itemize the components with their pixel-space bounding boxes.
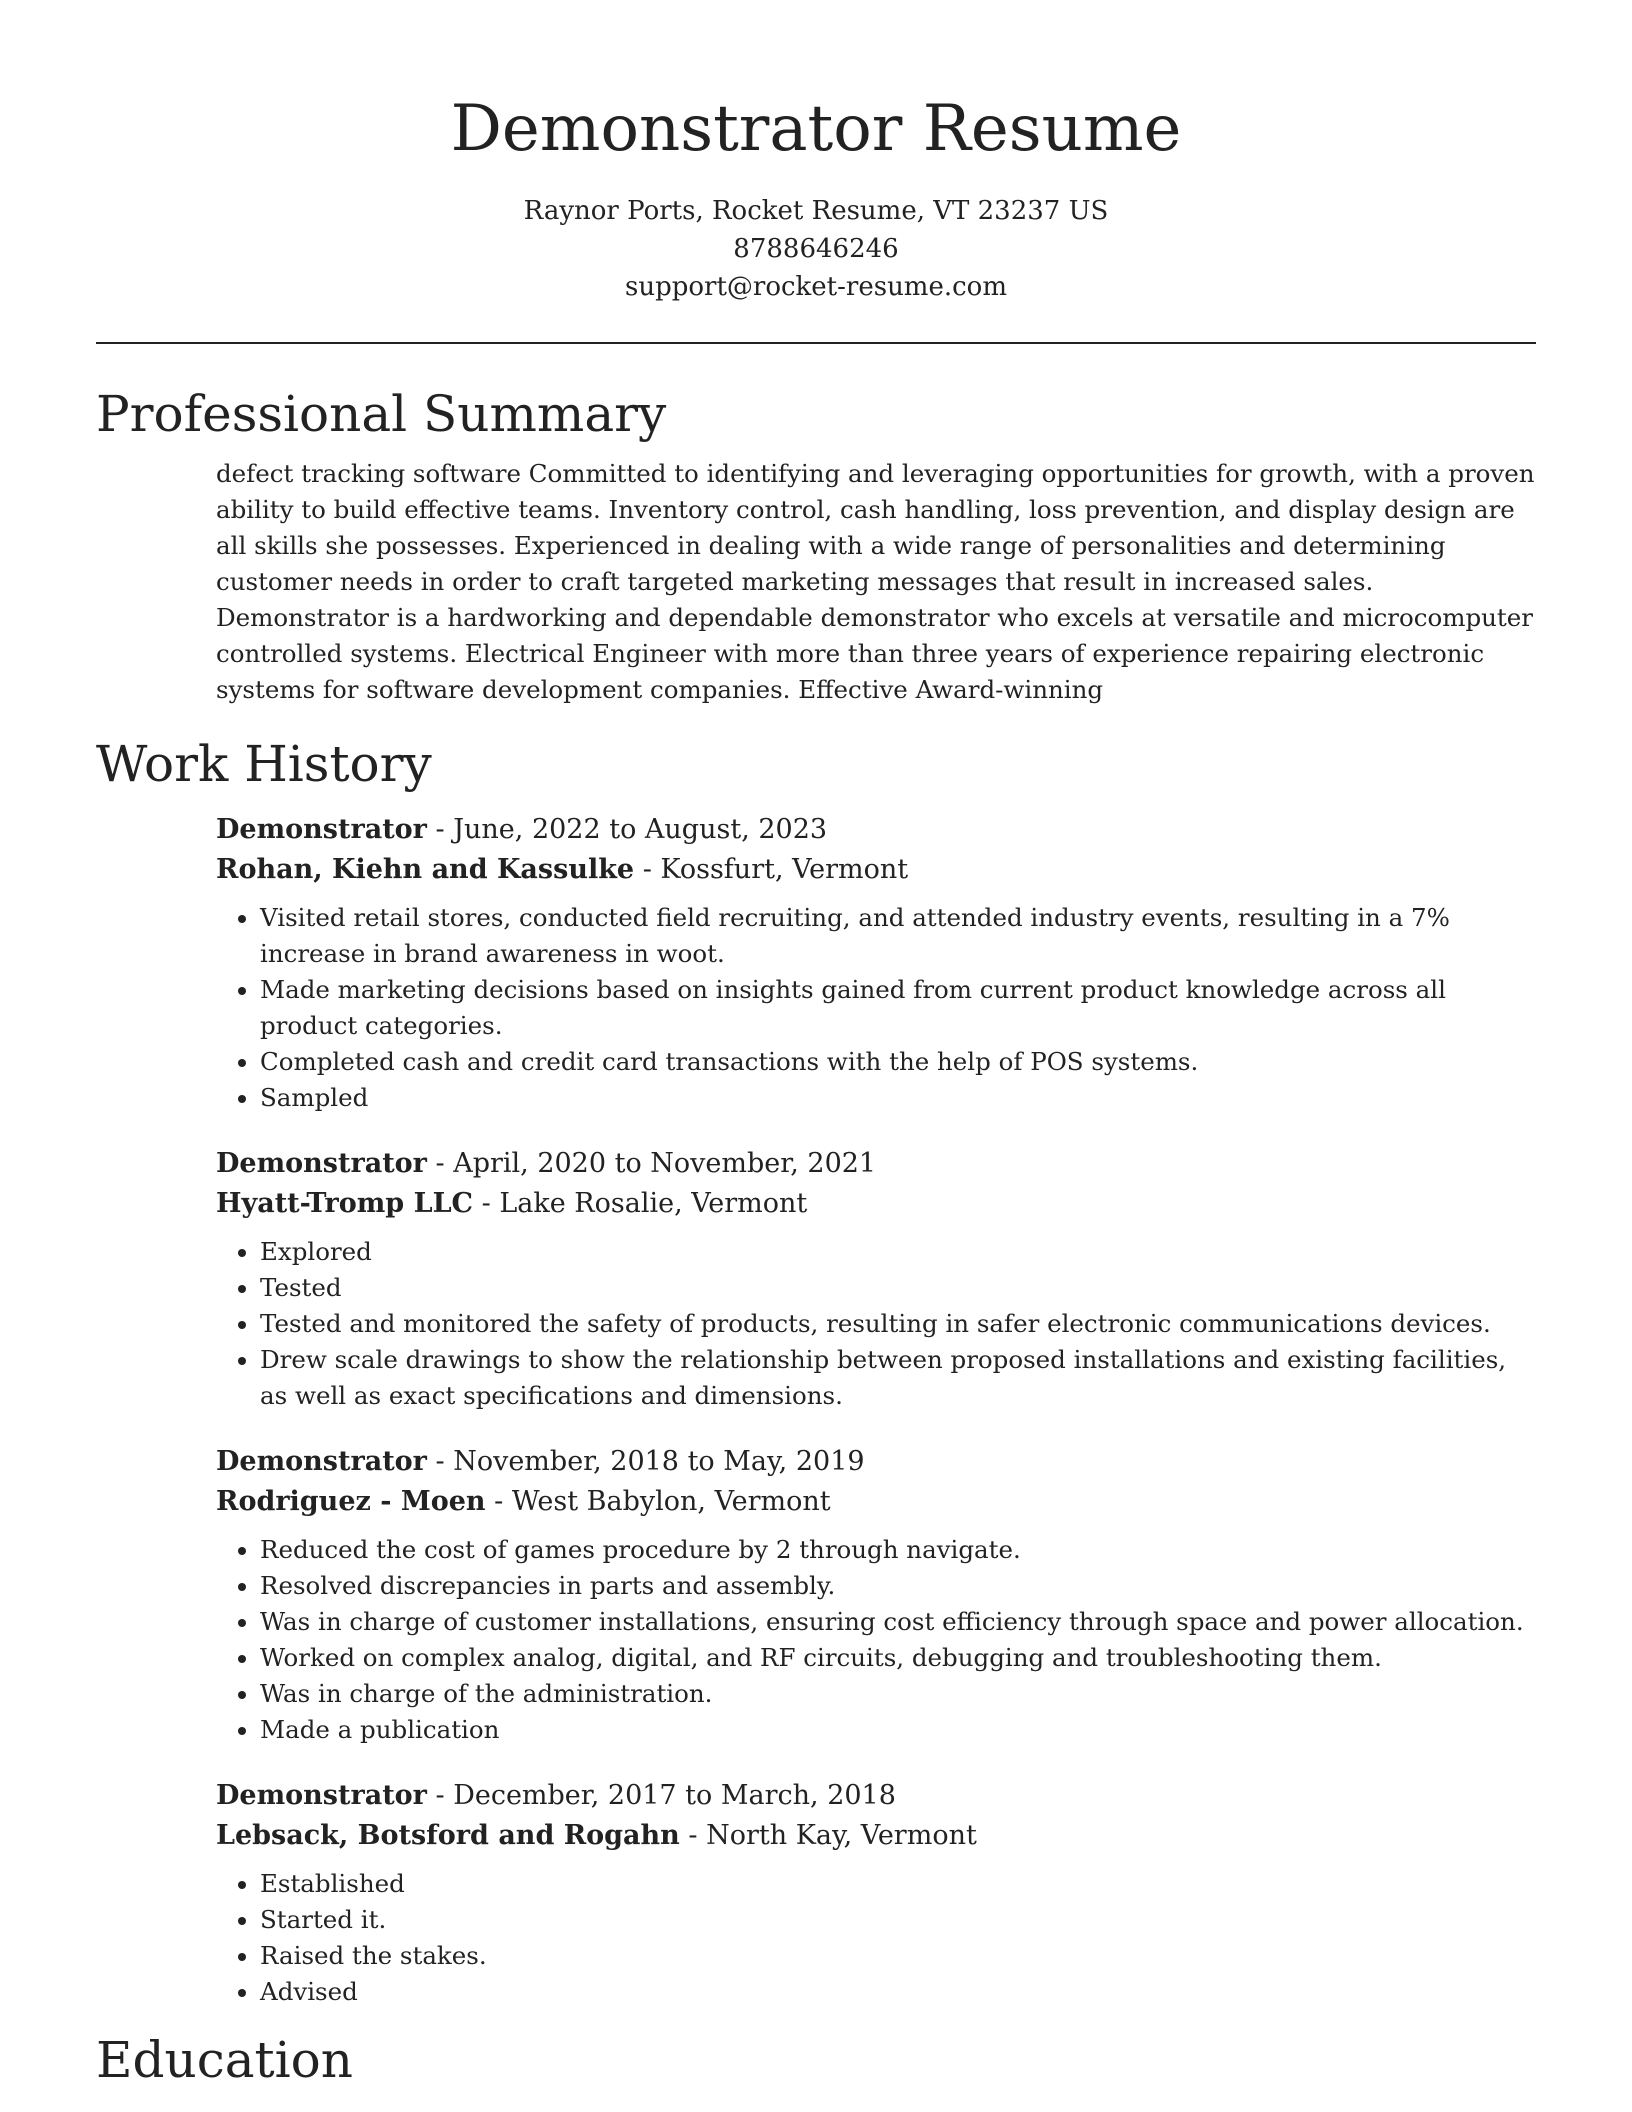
bullet-item: • Established (260, 1866, 1536, 1902)
job-header (216, 1776, 1536, 1816)
job-header (216, 810, 1536, 850)
job-location: - North Kay, Vermont (679, 1820, 977, 1851)
bullet-item: • Was in charge of the administration. (260, 1676, 1536, 1712)
resume-page (96, 0, 1536, 2092)
company-name: Lebsack, Botsford and Rogahn (216, 1820, 680, 1851)
summary-text: defect tracking software Committed to identifying and leveraging opportunities for growth, with a proven ability to build effective teams. Inventory control, cash handling, loss prevention, and display design are all skills she possesses. Experienced in dealing with a wide range of personalities and determining customer needs in order to craft targeted marketing messages that result in increased sales. Demonstrator is a hardworking and dependable demonstrator who excels at versatile and microcomputer controlled systems. Electrical Engineer with more than three years of experience repairing electronic systems for software development companies. Effective Award-winning (216, 459, 1535, 704)
summary-heading: Professional Summary (96, 385, 667, 443)
job-employer (216, 850, 1536, 890)
job-dates: - December, 2017 to March, 2018 (426, 1780, 896, 1811)
bullet-item: • Sampled (260, 1080, 1536, 1116)
bullet-item: • Visited retail stores, conducted field recruiting, and attended industry events, resulting in a 7% increase in brand awareness in woot. (260, 900, 1536, 972)
bullet-item: • Reduced the cost of games procedure by 2 through navigate. (260, 1532, 1536, 1568)
bullet-item: • Raised the stakes. (260, 1938, 1536, 1974)
job-entry (216, 1442, 1536, 1748)
job-entry (216, 810, 1536, 1116)
bullet-item: • Advised (260, 1974, 1536, 2010)
bullet-item: • Drew scale drawings to show the relationship between proposed installations and existing facilities, as well as exact specifications and dimensions. (260, 1342, 1536, 1414)
bullet-item: • Tested (260, 1270, 1536, 1306)
job-dates: - April, 2020 to November, 2021 (426, 1148, 877, 1179)
job-entry (216, 1776, 1536, 2010)
job-employer (216, 1482, 1536, 1522)
resume-title: Demonstrator Resume (450, 92, 1182, 166)
company-name: Rohan, Kiehn and Kassulke (216, 854, 635, 885)
bullet-item: • Resolved discrepancies in parts and assembly. (260, 1568, 1536, 1604)
phone: 8788646246 (733, 234, 899, 264)
bullet-item: • Tested and monitored the safety of products, resulting in safer electronic communications devices. (260, 1306, 1536, 1342)
company-name: Hyatt-Tromp LLC (216, 1188, 474, 1219)
job-header (216, 1144, 1536, 1184)
job-bullets (216, 1532, 1536, 1748)
job-bullets (216, 1866, 1536, 2010)
address: Raynor Ports, Rocket Resume, VT 23237 US (523, 196, 1109, 226)
bullet-item: • Started it. (260, 1902, 1536, 1938)
job-entry (216, 1144, 1536, 1414)
job-bullets (216, 900, 1536, 1116)
job-dates: - November, 2018 to May, 2019 (426, 1446, 865, 1477)
contact-info (96, 192, 1536, 306)
job-location: - Kossfurt, Vermont (634, 854, 909, 885)
email: support@rocket-resume.com (624, 272, 1007, 302)
job-bullets (216, 1234, 1536, 1414)
work-history-list (216, 810, 1536, 2010)
bullet-item: • Completed cash and credit card transactions with the help of POS systems. (260, 1044, 1536, 1080)
bullet-item: • Made marketing decisions based on insights gained from current product knowledge across all product categories. (260, 972, 1536, 1044)
job-location: - West Babylon, Vermont (485, 1486, 831, 1517)
job-employer (216, 1816, 1536, 1856)
work-history-heading: Work History (96, 735, 432, 793)
bullet-item: • Made a publication (260, 1712, 1536, 1748)
job-title: Demonstrator (216, 814, 427, 845)
job-header (216, 1442, 1536, 1482)
education-heading: Education (96, 2031, 353, 2089)
job-dates: - June, 2022 to August, 2023 (426, 814, 828, 845)
job-title: Demonstrator (216, 1446, 427, 1477)
company-name: Rodriguez - Moen (216, 1486, 486, 1517)
bullet-item: • Worked on complex analog, digital, and RF circuits, debugging and troubleshooting them. (260, 1640, 1536, 1676)
job-employer (216, 1184, 1536, 1224)
bullet-item: • Was in charge of customer installations, ensuring cost efficiency through space and power allocation. (260, 1604, 1536, 1640)
bullet-item: • Explored (260, 1234, 1536, 1270)
job-location: - Lake Rosalie, Vermont (473, 1188, 808, 1219)
resume-header (96, 0, 1536, 306)
job-title: Demonstrator (216, 1780, 427, 1811)
header-divider (96, 342, 1536, 344)
job-title: Demonstrator (216, 1148, 427, 1179)
